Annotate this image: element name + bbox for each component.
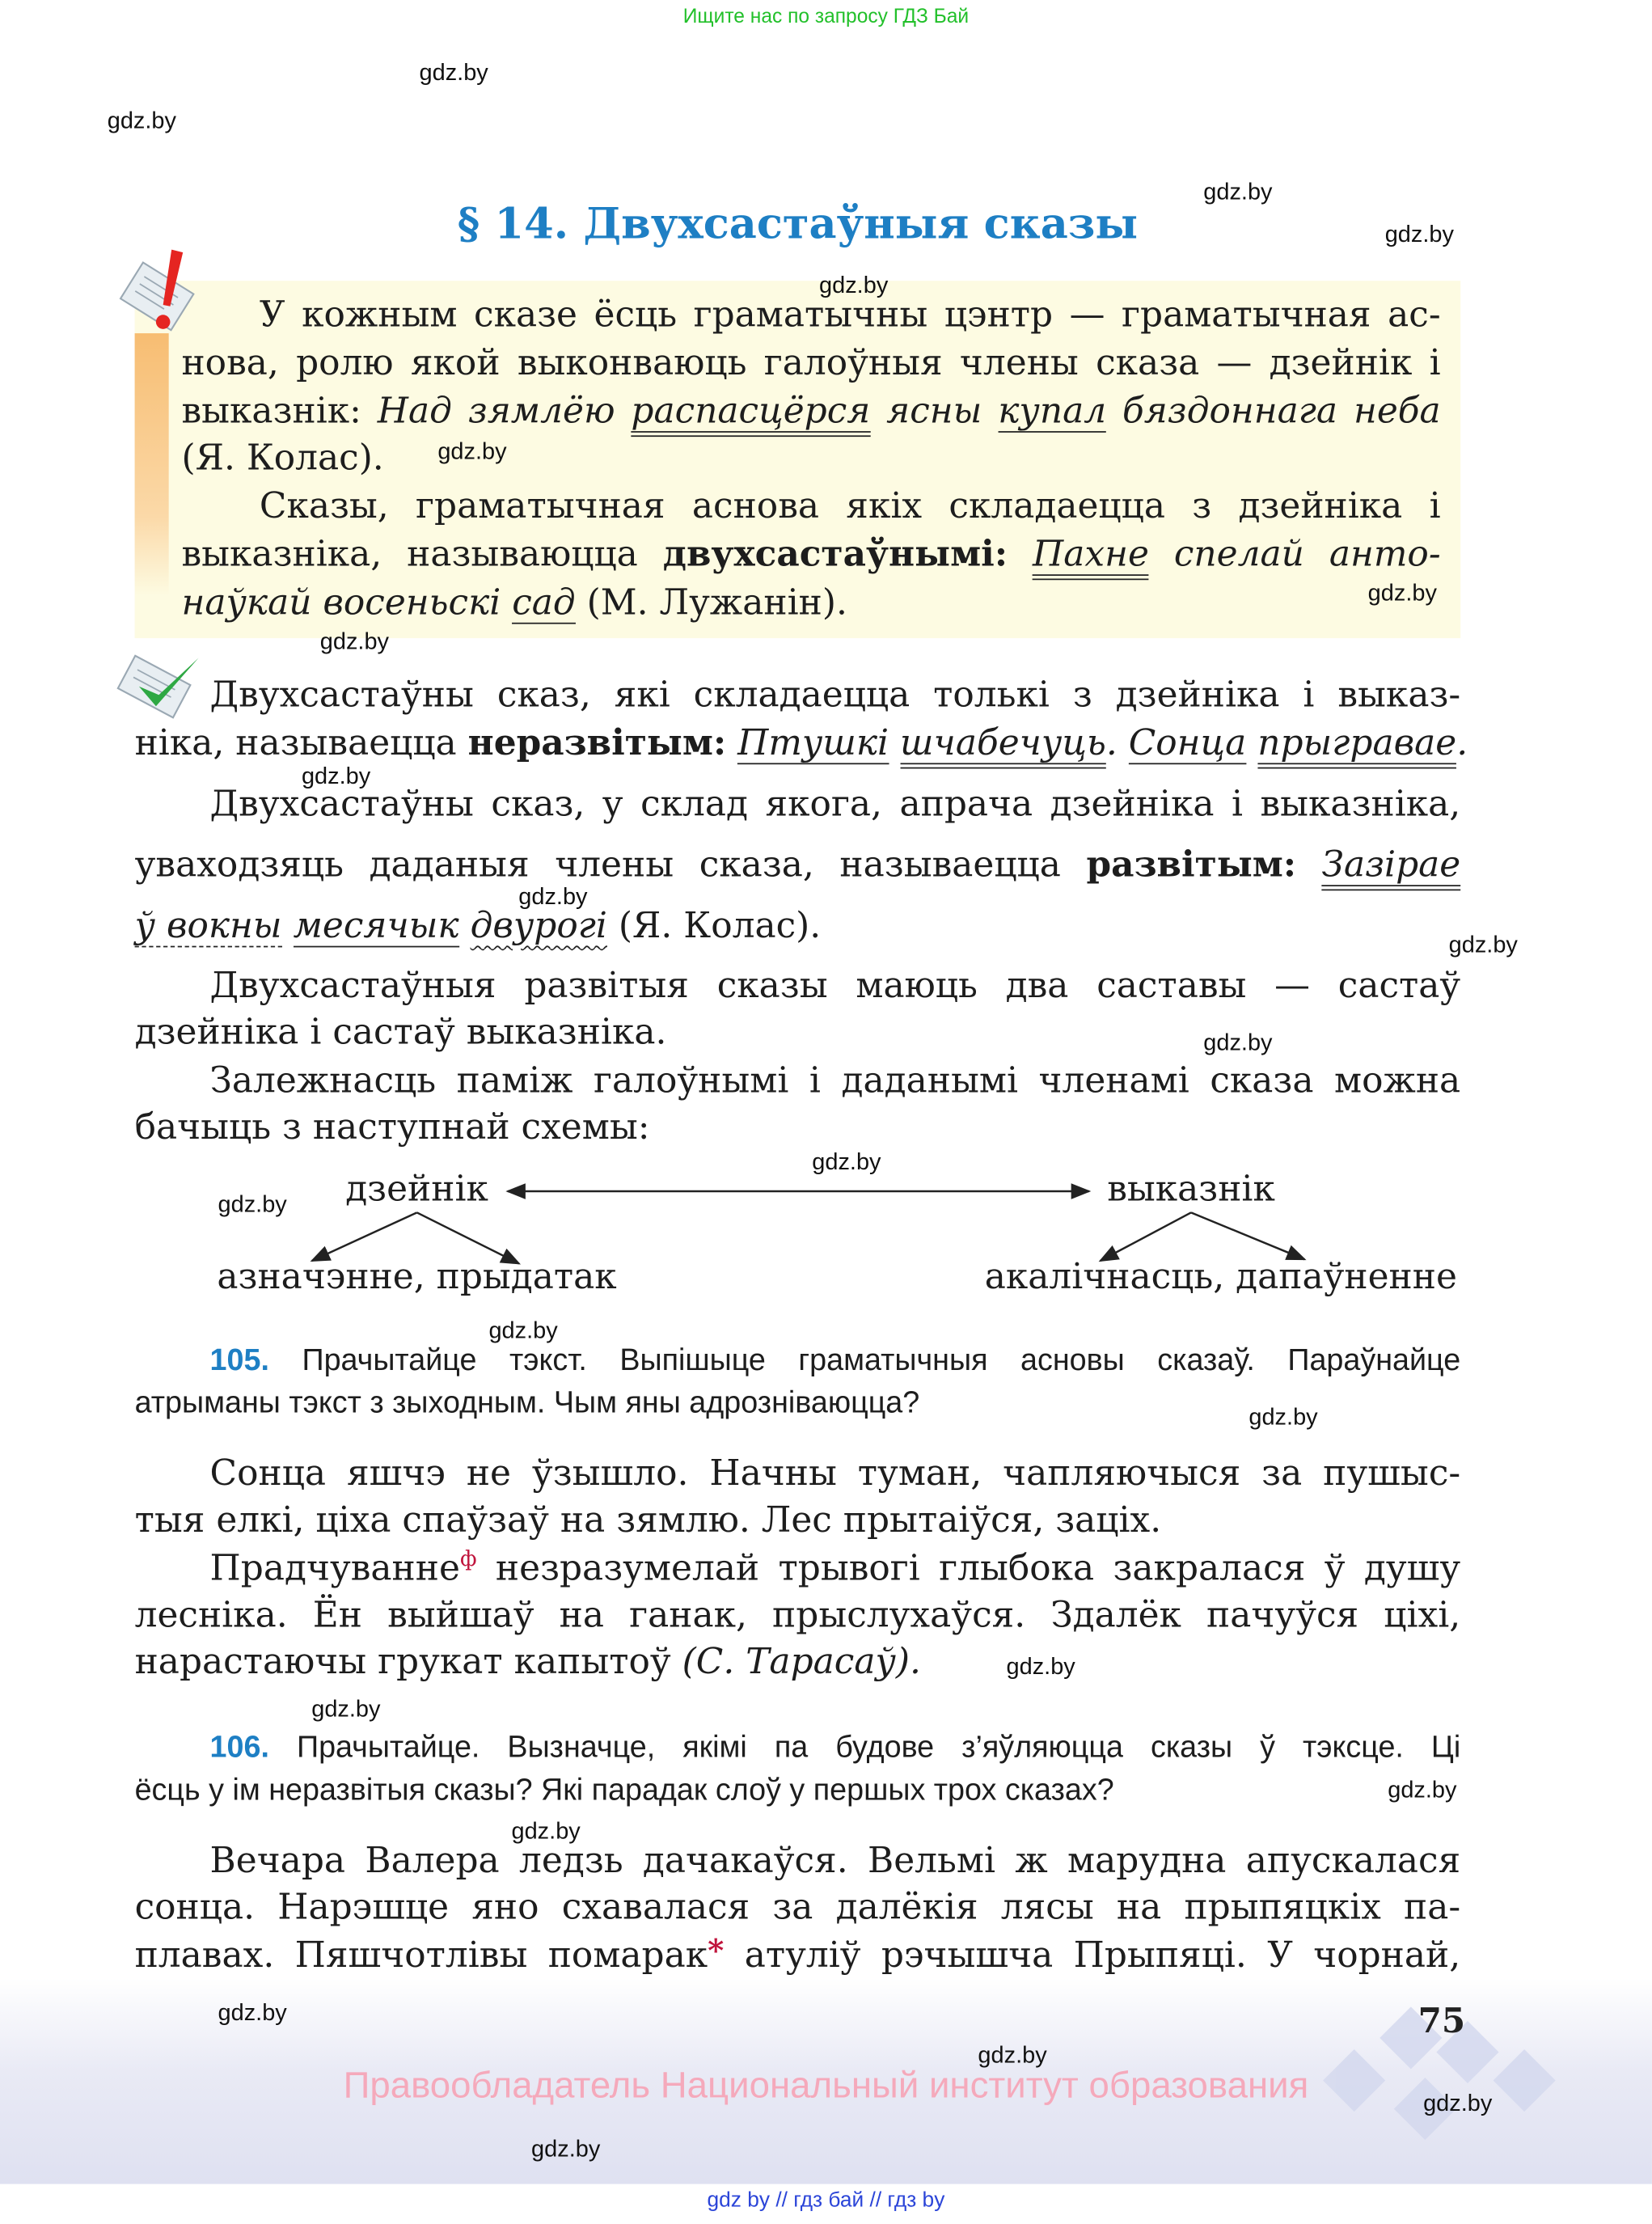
text: (Я. Колас).: [181, 437, 384, 478]
watermark-text: gdz.by: [1367, 581, 1437, 607]
watermark-text: gdz.by: [978, 2043, 1047, 2069]
italic-text: .: [1456, 721, 1468, 763]
text: (М. Лужанін).: [575, 581, 847, 623]
watermark-text: gdz.by: [107, 108, 176, 134]
italic-text: спелай анто-: [1148, 533, 1441, 575]
text: бачыць з наступнай схемы:: [134, 1106, 650, 1148]
watermark-text: gdz.by: [1388, 1778, 1457, 1803]
italic-text: ясны: [870, 390, 999, 432]
watermark-text: gdz.by: [218, 2000, 287, 2027]
watermark-text: gdz.by: [311, 1697, 381, 1723]
text: лесніка. Ён выйшаў на ганак, прыслухаўся. Здалёк пачуўся ціхі,: [134, 1594, 1461, 1635]
predicate-word: Зазірае: [1322, 844, 1461, 890]
text: выказнік:: [181, 390, 378, 432]
attribute-word: двурогі: [470, 904, 607, 946]
page-number: 75: [1418, 1999, 1466, 2041]
term: развітым:: [1086, 844, 1297, 886]
text: Двухсастаўны сказ, у склад якога, апрача дзейніка і выказніка,: [209, 782, 1461, 824]
watermark-text: gdz.by: [518, 884, 588, 910]
watermark-text: gdz.by: [218, 1191, 287, 1218]
predicate-word: прыгравае: [1257, 722, 1456, 769]
text: Прачытайце тэкст. Выпішыце граматычныя асновы сказаў. Параўнайце: [268, 1342, 1461, 1377]
text: Сонца яшчэ не ўзышло. Начны туман, чапляючыся за пушыс-: [209, 1452, 1461, 1494]
text: дзейніка і састаў выказніка.: [134, 1011, 667, 1053]
glossary-mark: *: [708, 1933, 725, 1970]
watermark-text: gdz.by: [488, 1317, 558, 1344]
scheme-subject: дзейнік: [345, 1168, 488, 1209]
subject-word: купал: [998, 390, 1107, 432]
text-line: [135, 1594, 1461, 1643]
watermark-text: gdz.by: [1448, 932, 1518, 958]
text: нарастаючы грукат капытоў: [134, 1640, 682, 1682]
italic-text: .: [1105, 721, 1118, 763]
text: тыя елкі, ціха спаўзаў на зямлю. Лес прытаіўся, заціх.: [134, 1499, 1162, 1541]
watermark-text: gdz.by: [1203, 1030, 1273, 1056]
italic-text: бяздоннага неба: [1106, 390, 1441, 432]
scheme-subject-members: азначэнне, прыдатак: [217, 1255, 617, 1297]
watermark-text: gdz.by: [531, 2136, 601, 2163]
text: сонца. Нарэшце яно схавалася за далёкія лясы на прыпяцкіх па-: [134, 1886, 1461, 1928]
text: Прадчуванне: [209, 1547, 460, 1589]
predicate-word: распасцёрся: [631, 390, 870, 437]
watermark-text: gdz.by: [812, 1149, 881, 1175]
search-hint[interactable]: Ищите нас по запросу ГДЗ Бай: [682, 4, 970, 27]
text: незразумелай трывогі глыбока закралася ў душу: [476, 1547, 1461, 1589]
text: атуліў рэчышча Прыпяці. У чорнай,: [724, 1934, 1461, 1976]
text: атрыманы тэкст з зыходным. Чым яны адрозніваюцца?: [134, 1385, 920, 1420]
text: уваходзяць даданыя члены сказа, называецца: [134, 844, 1087, 886]
text: Сказы, граматычная аснова якіх складаецца з дзейніка і: [259, 484, 1441, 526]
predicate-word: Пахне: [1033, 533, 1149, 580]
text: ёсць у ім неразвітыя сказы? Які парадак слоў у першых трох сказах?: [134, 1773, 1114, 1808]
text: (Я. Колас).: [606, 904, 822, 946]
watermark-text: gdz.by: [437, 438, 507, 465]
text: Двухсастаўныя развітыя сказы маюць два саставы — састаў: [209, 964, 1461, 1006]
text-line: [210, 1452, 1461, 1501]
exercise-number: 106.: [209, 1730, 269, 1765]
watermark-text: gdz.by: [319, 628, 390, 655]
text: ніка, называецца: [134, 721, 468, 763]
copyright-notice: Правообладатель Национальный институт образования: [343, 2063, 1309, 2107]
watermark-text: gdz.by: [301, 763, 371, 789]
text-line: [210, 1839, 1461, 1888]
exercise-number: 105.: [209, 1342, 269, 1377]
watermark-text: gdz.by: [1423, 2091, 1493, 2117]
term: двухсастаўнымі:: [662, 533, 1008, 575]
subject-word: Сонца: [1128, 721, 1247, 763]
italic-text: Над зямлёю: [377, 390, 632, 432]
watermark-text: gdz.by: [1384, 222, 1454, 248]
subject-word: месячык: [293, 904, 459, 946]
subject-word: Птушкі: [737, 721, 889, 763]
watermark-text: gdz.by: [819, 273, 889, 299]
predicate-word: шчабечуць: [900, 722, 1106, 769]
page-title: § 14. Двухсастаўныя сказы: [457, 200, 1139, 250]
text-line: [135, 1773, 1461, 1821]
bottom-links[interactable]: gdz by // гдз бай // гдз by: [707, 2188, 945, 2213]
text-line: [135, 1886, 1461, 1934]
italic-text: (С. Тарасаў).: [682, 1640, 921, 1682]
text-line: [135, 1641, 1461, 1689]
watermark-text: gdz.by: [1249, 1404, 1318, 1431]
text-line: [135, 1933, 1461, 1981]
scheme-predicate-members: акалічнасць, дапаўненне: [984, 1255, 1457, 1297]
text-line: [135, 1499, 1255, 1548]
adverbial-word: ў вокны: [134, 904, 282, 946]
text: Залежнасць паміж галоўнымі і даданымі членамі сказа можна: [209, 1059, 1461, 1101]
text: У кожным сказе ёсць граматычны цэнтр — граматычная ас-: [259, 293, 1441, 335]
text-line: [210, 1545, 1461, 1594]
text: Двухсастаўны сказ, які складаецца толькі з дзейніка і выказ-: [209, 673, 1461, 715]
italic-text: наўкай восеньскі: [181, 581, 513, 623]
watermark-text: gdz.by: [1203, 179, 1273, 205]
text-line: [210, 1730, 1461, 1778]
footnote-mark: ф: [459, 1545, 477, 1571]
text: Прачытайце. Вызначце, якімі па будове з’яўляюцца сказы ў тэксце. Ці: [268, 1730, 1461, 1765]
text: плавах. Пяшчотлівы помарак: [134, 1934, 708, 1976]
watermark-text: gdz.by: [1006, 1654, 1075, 1681]
text: Вечара Валера ледзь дачакаўся. Вельмі ж марудна апускалася: [209, 1839, 1461, 1881]
term: неразвітым:: [467, 721, 727, 763]
text: выказніка, называюцца: [181, 533, 663, 575]
watermark-text: gdz.by: [419, 60, 488, 87]
watermark-text: gdz.by: [511, 1818, 581, 1845]
text: нова, ролю якой выконваюць галоўныя члены сказа — дзейнік і: [181, 341, 1441, 383]
subject-word: сад: [512, 581, 576, 623]
scheme-predicate: выказнік: [1107, 1168, 1275, 1209]
